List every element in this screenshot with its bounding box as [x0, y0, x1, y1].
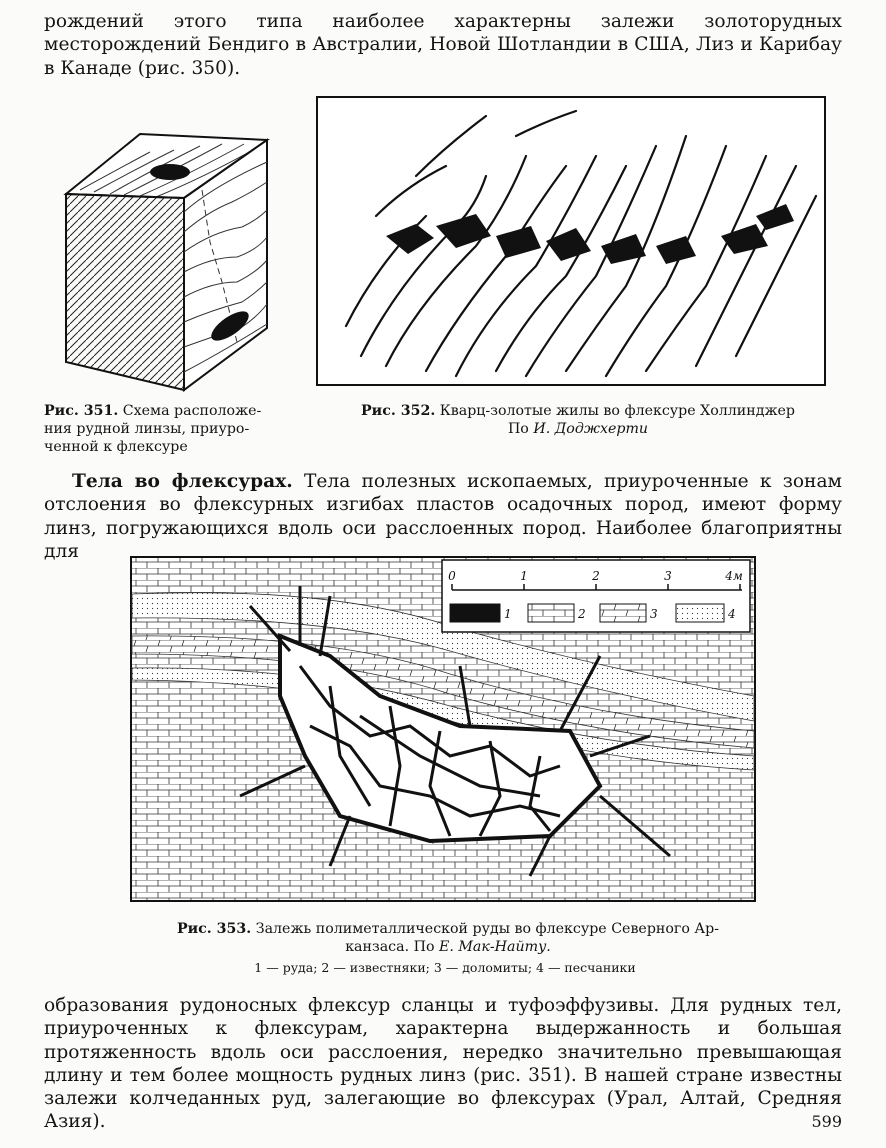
figure-351-block-diagram — [62, 132, 272, 394]
caption-fig-353-legend: 1 — руда; 2 — известняки; 3 — доломиты; 4 — песчаники — [254, 960, 636, 975]
caption-fig-352-text: Кварц-золотые жилы во флексуре Холлинджер — [439, 403, 795, 419]
caption-fig-351-line1: Схема расположе- — [122, 403, 262, 419]
top-paragraph: рождений этого типа наиболее характерны залежи золоторудных месторождений Бендиго в Австралии, Новой Шотландии в США, Лиз и Карибау в Канаде (рис. 350). — [44, 11, 842, 79]
legend-number-1: 1 — [504, 607, 512, 621]
bottom-paragraph: образования рудоносных флексур сланцы и туфоэффузивы. Для рудных тел, приуроченных к флексурам, характерна выдержанность и большая протяженность вдоль оси расслоения, нередко значительно превышающая длину и тем более мощность рудных линз (рис. 351). В нашей стране известны залежи колчеданных руд, залегающие во флексурах (Урал, Алтай, Средняя Азия). — [44, 995, 842, 1133]
scale-tick-4: 4м — [725, 569, 743, 583]
figure-353-ore-deposit-section — [130, 556, 756, 902]
caption-fig-353-line2: канзаса. По — [345, 939, 440, 955]
caption-fig-351-line3: ченной к флексуре — [44, 439, 188, 455]
scale-tick-1: 1 — [520, 569, 528, 583]
caption-fig-352 — [308, 402, 848, 438]
page-number: 599 — [811, 1112, 842, 1131]
scale-tick-3: 3 — [664, 569, 672, 583]
scale-tick-2: 2 — [592, 569, 600, 583]
caption-fig-353-author: Е. Мак-Найту. — [439, 939, 551, 955]
caption-fig-353 — [108, 920, 788, 956]
caption-fig-351-line2: ния рудной линзы, приуро- — [44, 421, 250, 437]
legend-number-3: 3 — [650, 607, 658, 621]
caption-fig-353-line1: Залежь полиметаллической руды во флексуре Северного Ар- — [255, 921, 720, 937]
caption-fig-352-label: Рис. 352. — [361, 403, 436, 419]
section-paragraph — [44, 470, 842, 563]
figure-352-quartz-gold-veins — [316, 96, 826, 386]
caption-fig-351-label: Рис. 351. — [44, 403, 119, 419]
legend-number-4: 4 — [728, 607, 736, 621]
legend-number-2: 2 — [578, 607, 586, 621]
caption-fig-353-label: Рис. 353. — [176, 921, 252, 937]
caption-fig-352-source-prefix: По — [507, 421, 534, 437]
section-heading: Тела во флексурах. — [72, 471, 293, 492]
section-body: Тела полезных ископаемых, приуроченные к зонам отслоения во флексурных изгибах пластов осадочных пород, имеют форму линз, погружающихся вдоль оси расслоенных пород. Наиболее благоприятны для — [44, 471, 842, 562]
caption-fig-351 — [44, 402, 294, 456]
scale-tick-0: 0 — [448, 569, 456, 583]
caption-fig-352-source-author: И. Доджхерти — [533, 421, 649, 437]
